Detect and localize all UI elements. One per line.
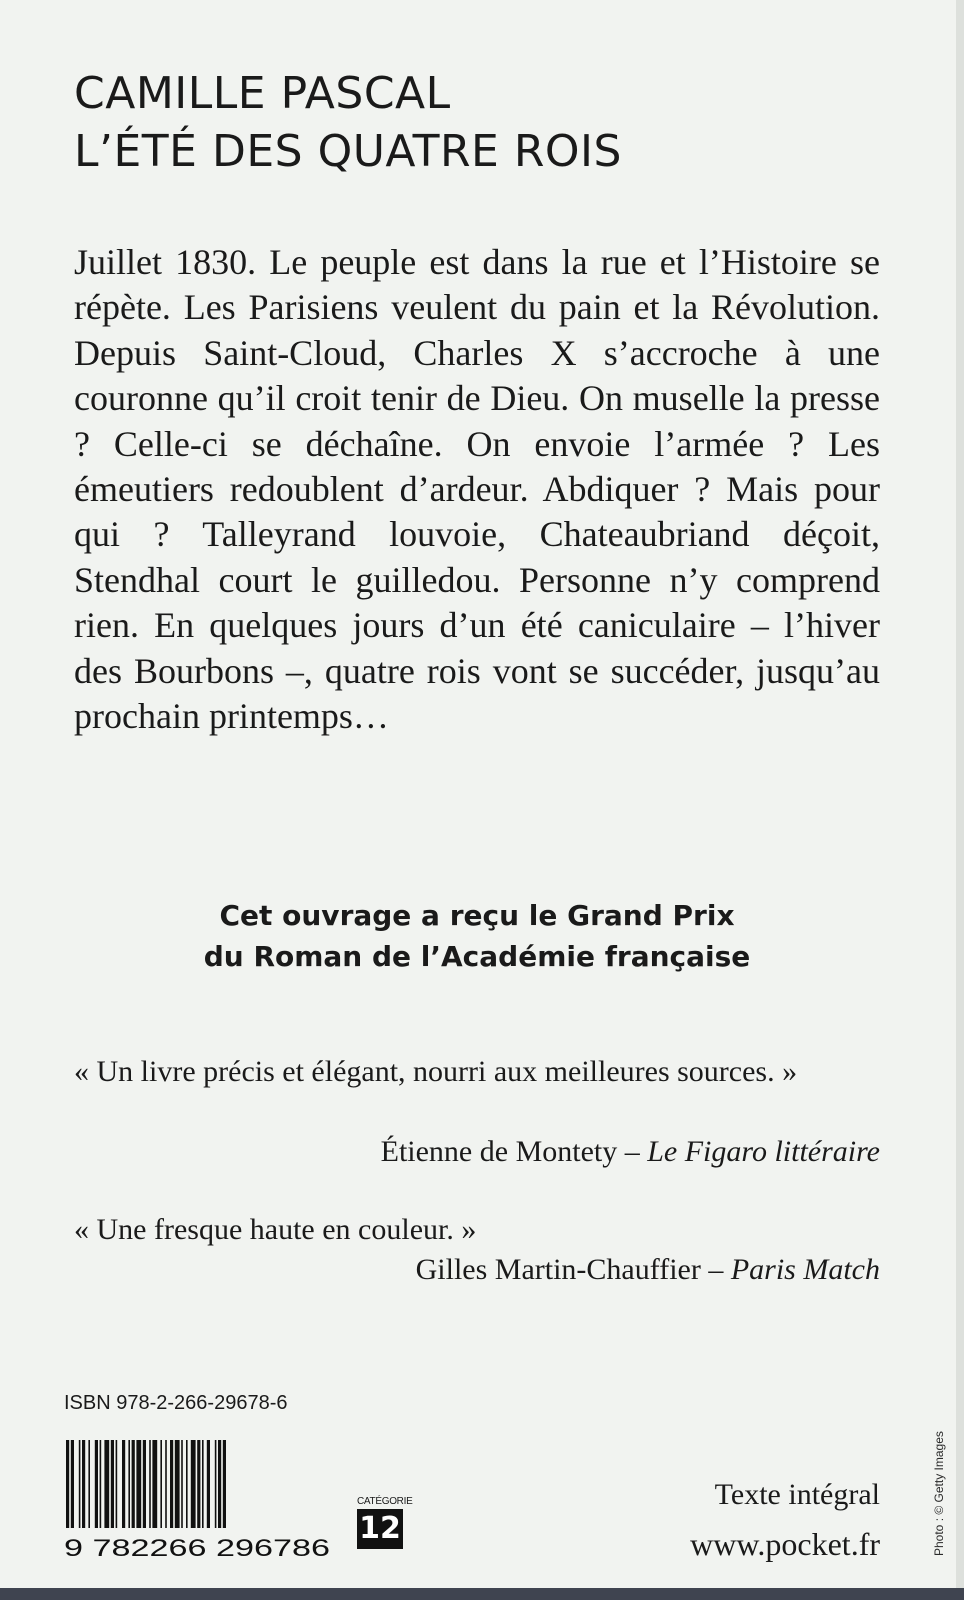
review-critic-1: Étienne de Montety – [380, 1135, 648, 1168]
award-line-1: Cet ouvrage a reçu le Grand Prix [219, 899, 735, 932]
barcode-bar [175, 1440, 180, 1528]
barcode-bar [170, 1440, 173, 1528]
award-notice [74, 895, 880, 977]
barcode-bar [66, 1440, 69, 1528]
barcode-bar [165, 1440, 167, 1528]
barcode-bar [181, 1440, 183, 1528]
edition-note: Texte intégral [714, 1478, 880, 1511]
barcode-bar [149, 1440, 151, 1528]
review-critic-2: Gilles Martin-Chauffier – [415, 1253, 731, 1286]
barcode-bars [66, 1440, 226, 1528]
barcode-bar [122, 1440, 125, 1528]
barcode-bar [223, 1440, 226, 1528]
isbn: ISBN 978-2-266-29678-6 [64, 1392, 288, 1414]
barcode-bar [104, 1440, 109, 1528]
review-attribution-1 [381, 1132, 880, 1172]
review-quote-1: « Un livre précis et élégant, nourri aux meilleures sources. » [74, 1055, 798, 1088]
author-name: CAMILLE PASCAL [74, 68, 451, 119]
barcode-bar [71, 1440, 74, 1528]
barcode-bar [95, 1440, 98, 1528]
barcode-bar [128, 1440, 130, 1528]
barcode-bar [160, 1440, 162, 1528]
publisher-website: www.pocket.fr [690, 1526, 880, 1562]
barcode-bar [186, 1440, 188, 1528]
barcode-bar [88, 1440, 90, 1528]
barcode-bar [215, 1440, 217, 1528]
review-attribution-2 [416, 1250, 880, 1290]
barcode-digits: 9 782266 296786 [64, 1535, 330, 1560]
category-badge [357, 1496, 413, 1549]
barcode-bar [136, 1440, 141, 1528]
cover-edge [956, 0, 964, 1600]
category-number: 12 [357, 1509, 403, 1549]
barcode-bar [79, 1440, 81, 1528]
barcode-bar [152, 1440, 157, 1528]
barcode-bar [197, 1440, 200, 1528]
barcode-bar [218, 1440, 221, 1528]
book-title: L’ÉTÉ DES QUATRE ROIS [74, 126, 622, 177]
review-quote-2: « Une fresque haute en couleur. » [74, 1213, 477, 1246]
barcode-bar [116, 1440, 118, 1528]
synopsis: Juillet 1830. Le peuple est dans la rue et l’Histoire se répète. Les Parisiens veulent du pain et la Révolution. Depuis Saint-Cloud, Charles X s’accroche à une couronne qu’il croit tenir de Dieu. On muselle la presse ? Celle-ci se déchaîne. On envoie l’armée ? Les émeutiers redoublent d’ardeur. Abdiquer ? Mais pour qui ? Talleyrand louvoie, Chateaubriand déçoit, Stendhal court le guilledou. Personne n’y comprend rien. En quelques jours d’un été caniculaire – l’hiver des Bourbons –, quatre rois vont se succéder, jusqu’au prochain printemps… [74, 242, 880, 737]
barcode-bar [111, 1440, 114, 1528]
barcode [64, 1440, 332, 1560]
barcode-bar [100, 1440, 102, 1528]
barcode-bar [207, 1440, 210, 1528]
award-line-2: du Roman de l’Académie française [203, 940, 751, 973]
category-label: CATÉGORIE [357, 1496, 413, 1507]
photo-credit: Photo : © Getty Images [932, 1431, 946, 1556]
barcode-bar [132, 1440, 135, 1528]
barcode-bar [202, 1440, 204, 1528]
review-publication-2: Paris Match [730, 1253, 880, 1286]
cover-bottom-edge [0, 1588, 964, 1600]
barcode-bar [143, 1440, 146, 1528]
review-publication-1: Le Figaro littéraire [647, 1135, 880, 1168]
barcode-bar [82, 1440, 85, 1528]
barcode-bar [191, 1440, 196, 1528]
